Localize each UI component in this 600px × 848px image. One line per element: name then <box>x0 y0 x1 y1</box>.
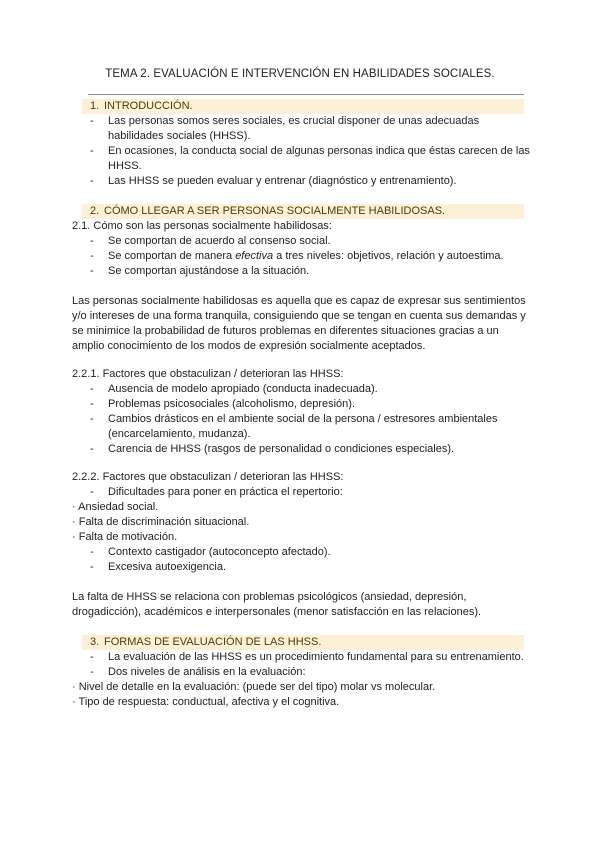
list-item: - Se comportan ajustándose a la situación. <box>72 264 532 279</box>
dot-item: · Nivel de detalle en la evaluación: (puede ser del tipo) molar vs molecular. <box>72 681 436 693</box>
list-item: - Dos niveles de análisis en la evaluación: <box>72 665 532 680</box>
emphasis-text: efectiva <box>235 250 274 262</box>
list-item: - Se comportan de acuerdo al consenso social. <box>72 234 532 249</box>
section-number: 3. <box>90 636 100 648</box>
definition-paragraph: Las personas socialmente habilidosas es aquella que es capaz de expresar sus sentimientos y/o intereses de una forma tranquila, consiguiendo que se tengan en cuenta sus demandas y se minimice la probabilidad de futuros problemas en diferentes situaciones gracias a un amplio conocimiento de los modos de expresión socialmente aceptados. <box>72 295 526 352</box>
list-item: - Se comportan de manera efectiva a tres niveles: objetivos, relación y autoestima. <box>72 249 532 264</box>
factors-bullet-list <box>72 382 532 457</box>
habilidosas-bullet-list <box>72 234 532 279</box>
document-title: TEMA 2. EVALUACIÓN E INTERVENCIÓN EN HABILIDADES SOCIALES. <box>105 68 495 80</box>
list-item: - Las personas somos seres sociales, es crucial disponer de unas adecuadas habilidades sociales (HHSS). <box>72 114 532 144</box>
section-number: 2. <box>90 205 100 217</box>
section-title: FORMAS DE EVALUACIÓN DE LAS HHSS. <box>104 636 322 648</box>
list-item: - Excesiva autoexigencia. <box>72 560 532 575</box>
dot-item: · Falta de motivación. <box>72 531 178 543</box>
closing-paragraph: La falta de HHSS se relaciona con problemas psicológicos (ansiedad, depresión, drogadicción), académicos e interpersonales (menor satisfacción en las relaciones). <box>72 591 482 618</box>
list-item: - Carencia de HHSS (rasgos de personalidad o condiciones especiales). <box>72 442 532 457</box>
section-title: INTRODUCCIÓN. <box>104 100 193 112</box>
list-item: - Problemas psicosociales (alcoholismo, depresión). <box>72 397 532 412</box>
section-heading-introduccion <box>82 99 524 114</box>
subsection-title-2-2-2: 2.2.2. Factores que obstaculizan / deterioran las HHSS: <box>72 471 344 483</box>
dot-item: · Ansiedad social. <box>72 501 159 513</box>
subsection-title-2-2-1: 2.2.1. Factores que obstaculizan / deterioran las HHSS: <box>72 368 344 380</box>
section-title: CÓMO LLEGAR A SER PERSONAS SOCIALMENTE HABILIDOSAS. <box>104 205 446 217</box>
list-item: - Dificultades para poner en práctica el repertorio: <box>72 485 532 500</box>
difficulties-bullet-list <box>72 485 532 500</box>
list-item: - Contexto castigador (autoconcepto afectado). <box>72 545 532 560</box>
section-heading-formas-evaluacion <box>82 635 524 650</box>
list-item: - Ausencia de modelo apropiado (conducta inadecuada). <box>72 382 532 397</box>
motivation-bullet-list <box>72 545 532 575</box>
section-heading-como-llegar <box>82 204 524 219</box>
list-item: - En ocasiones, la conducta social de algunas personas indica que éstas carecen de las HHSS. <box>72 144 532 174</box>
list-item: - Cambios drásticos en el ambiente social de la persona / estresores ambientales (encarcelamiento, mudanza). <box>72 412 532 442</box>
list-item: - La evaluación de las HHSS es un procedimiento fundamental para su entrenamiento. <box>72 650 532 665</box>
evaluation-bullet-list <box>72 650 532 680</box>
section-number: 1. <box>90 100 100 112</box>
document-body <box>72 99 532 710</box>
list-item: - Las HHSS se pueden evaluar y entrenar (diagnóstico y entrenamiento). <box>72 174 532 189</box>
title-divider <box>88 94 524 95</box>
dot-item: · Falta de discriminación situacional. <box>72 516 250 528</box>
subsection-title-2-1: 2.1. Cómo son las personas socialmente habilidosas: <box>72 220 332 232</box>
dot-item: · Tipo de respuesta: conductual, afectiva y el cognitiva. <box>72 696 340 708</box>
intro-bullet-list <box>72 114 532 189</box>
